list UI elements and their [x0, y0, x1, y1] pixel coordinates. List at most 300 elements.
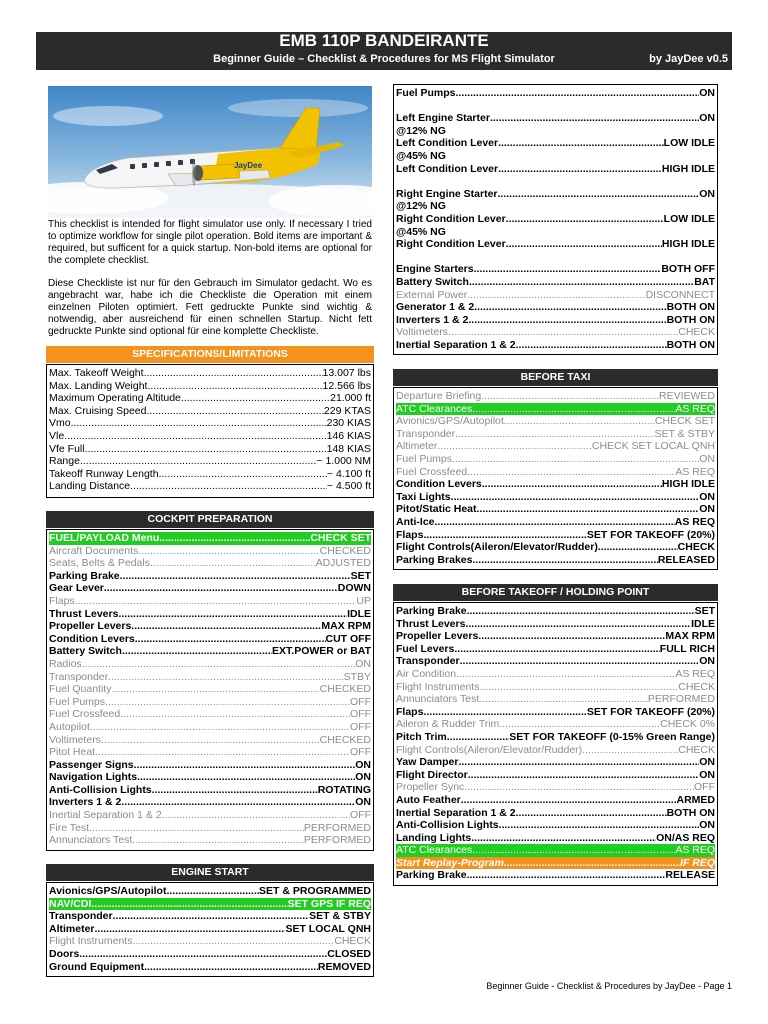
specs-list — [46, 364, 374, 498]
item-value: CLOSED — [327, 947, 371, 960]
before-takeoff-heading: BEFORE TAKEOFF / HOLDING POINT — [393, 584, 718, 601]
dot-leader — [469, 276, 694, 289]
checklist-item — [49, 443, 371, 456]
item-label: Avionics/GPS/Autopilot — [396, 415, 504, 428]
dot-leader — [437, 440, 591, 453]
item-label: Ground Equipment — [49, 960, 145, 973]
item-value: CHECK — [678, 743, 715, 756]
item-value: ON — [699, 503, 715, 516]
aircraft-photo — [48, 86, 372, 218]
engine-start-heading: ENGINE START — [46, 864, 374, 881]
document-subtitle: Beginner Guide – Checklist & Procedures for MS Flight Simulator — [213, 53, 555, 65]
item-value: BOTH ON — [666, 313, 715, 326]
checklist-item — [396, 188, 715, 201]
item-value: CHECK — [678, 326, 715, 339]
document-byline: by JayDee v0.5 — [649, 53, 728, 65]
checklist-item — [396, 731, 715, 744]
item-label: Left Condition Lever — [396, 162, 499, 175]
item-value: CHECKED — [319, 544, 371, 557]
dot-leader — [159, 532, 310, 545]
checklist-item — [396, 605, 715, 618]
item-value: BAT — [694, 275, 715, 288]
dot-leader — [144, 961, 318, 974]
checklist-item — [396, 301, 715, 314]
checklist-item — [49, 948, 371, 961]
item-label: Flight Controls(Aileron/Elevator/Rudder) — [396, 541, 598, 554]
dot-leader — [477, 503, 700, 516]
dot-leader — [181, 392, 330, 405]
item-label: Anti-Collision Lights — [396, 819, 499, 832]
item-value: AS REQ — [675, 667, 715, 680]
item-label: Radios — [49, 657, 82, 670]
livery-text: JayDee — [234, 161, 263, 170]
dot-leader — [467, 466, 675, 479]
checklist-item — [396, 326, 715, 339]
item-value: AS REQ — [674, 515, 715, 528]
item-label: Battery Switch — [396, 275, 469, 288]
item-label: Parking Brake — [396, 605, 467, 617]
item-label: Air Condition — [396, 667, 457, 680]
item-value: HIGH IDLE — [661, 478, 715, 491]
checklist-item — [49, 570, 371, 583]
checklist-item — [49, 910, 371, 923]
engine-start-list — [46, 882, 374, 977]
dot-leader — [479, 681, 678, 694]
item-label: Pitch Trim — [396, 730, 447, 743]
item-value: ARMED — [676, 793, 715, 806]
checklist-item — [49, 923, 371, 936]
dot-leader — [137, 771, 355, 784]
item-value: CHECKED — [319, 683, 371, 696]
dot-leader — [135, 633, 326, 646]
dot-leader — [467, 605, 695, 618]
item-value: SET LOCAL QNH — [285, 922, 371, 935]
dot-leader — [499, 718, 660, 731]
dot-leader — [75, 595, 357, 608]
dot-leader — [95, 923, 286, 936]
checklist-item — [396, 491, 715, 504]
checklist-item — [396, 440, 715, 453]
item-label: Engine Starters — [396, 263, 474, 276]
dot-leader — [152, 784, 318, 797]
item-value: 230 KIAS — [326, 417, 371, 430]
dot-leader — [458, 756, 699, 769]
item-label: @12% NG — [396, 124, 446, 137]
checklist-item — [396, 137, 715, 150]
checklist-item — [396, 466, 715, 479]
dot-leader — [506, 238, 662, 251]
item-value: LOW IDLE — [663, 212, 715, 225]
item-label: Maximum Operating Altitude — [49, 392, 181, 405]
item-value: CUT OFF — [325, 632, 371, 645]
checklist-item — [396, 403, 715, 416]
dot-leader — [131, 620, 321, 633]
dot-leader — [456, 87, 700, 100]
checklist-item — [49, 468, 371, 481]
item-value: AS REQ — [675, 844, 715, 857]
item-value: IDLE — [691, 617, 715, 630]
item-label: Autopilot — [49, 720, 90, 733]
item-value: SET & STBY — [654, 427, 715, 440]
dot-leader — [467, 289, 645, 302]
item-value: BOTH ON — [666, 806, 715, 819]
checklist-item — [396, 832, 715, 845]
dot-leader — [122, 645, 272, 658]
checklist-item — [396, 263, 715, 276]
item-label: Flaps — [396, 528, 424, 541]
item-value: CHECK — [678, 680, 715, 693]
checklist-item — [396, 276, 715, 289]
dot-leader — [504, 857, 680, 870]
item-value: SET — [694, 605, 715, 617]
dot-leader — [79, 948, 327, 961]
dot-leader — [118, 608, 347, 621]
item-value: 13.007 lbs — [322, 367, 371, 379]
item-value: CHECK — [677, 541, 715, 554]
dot-leader — [498, 137, 664, 150]
checklist-item — [396, 213, 715, 226]
item-value: UP — [356, 594, 371, 607]
dot-leader — [144, 367, 323, 380]
item-value: SET — [350, 569, 371, 582]
dot-leader — [498, 163, 662, 176]
checklist-item — [49, 708, 371, 721]
item-label: Passenger Signs — [49, 758, 134, 771]
item-label: NAV/CDI — [49, 897, 92, 910]
item-value: RELEASED — [657, 553, 715, 566]
item-label: Pitot Heat — [49, 746, 96, 759]
dot-leader — [499, 819, 700, 832]
item-label: Left Condition Lever — [396, 137, 499, 150]
dot-leader — [490, 112, 699, 125]
checklist-item — [396, 415, 715, 428]
document-title: EMB 110P BANDEIRANTE — [279, 31, 489, 50]
checklist-item — [396, 869, 715, 882]
dot-leader — [471, 832, 656, 845]
item-value: ON — [699, 655, 715, 668]
checklist-item — [396, 453, 715, 466]
checklist-item — [49, 480, 371, 493]
item-label: Parking Brake — [49, 569, 120, 582]
item-label: Max. Takeoff Weight — [49, 367, 144, 379]
item-label: Altimeter — [49, 922, 95, 935]
dot-leader — [132, 935, 334, 948]
item-value: BOTH ON — [666, 338, 715, 351]
item-label: @45% NG — [396, 225, 446, 238]
item-value: ~ 4.100 ft — [326, 467, 371, 480]
item-value: LOW IDLE — [663, 137, 715, 150]
item-value: BOTH OFF — [661, 263, 715, 276]
checklist-item — [49, 380, 371, 393]
item-value: PERFORMED — [303, 834, 371, 847]
item-value: STBY — [343, 670, 371, 683]
item-label: Fuel Crossfeed — [396, 465, 468, 478]
dot-leader — [455, 428, 654, 441]
item-label: Left Engine Starter — [396, 112, 490, 125]
item-value: CHECKED — [319, 733, 371, 746]
item-label: Vle — [49, 429, 65, 442]
item-label: Vmo — [49, 417, 71, 430]
item-value: ON — [699, 768, 715, 781]
checklist-item — [49, 746, 371, 759]
item-value: REVIEWED — [658, 390, 715, 402]
checklist-item — [396, 554, 715, 567]
item-value: BOTH ON — [666, 301, 715, 314]
checklist-item — [49, 796, 371, 809]
item-label: Departure Briefing — [396, 390, 482, 402]
item-value: ON — [355, 796, 371, 809]
checklist-item — [396, 163, 715, 176]
checklist-item — [49, 784, 371, 797]
item-value: ON — [699, 187, 715, 200]
item-value: SET FOR TAKEOFF (20%) — [586, 528, 715, 541]
dot-leader — [64, 430, 326, 443]
item-value: SET FOR TAKEOFF (0-15% Green Range) — [509, 730, 715, 743]
dot-leader — [101, 734, 320, 747]
dot-leader — [85, 443, 327, 456]
checklist-item — [396, 744, 715, 757]
dot-leader — [166, 885, 259, 898]
item-value: EXT.POWER or BAT — [272, 645, 371, 658]
checklist-item — [49, 834, 371, 847]
item-label: Flaps — [49, 594, 75, 607]
item-value: SET & PROGRAMMED — [258, 885, 371, 897]
dot-leader — [105, 696, 350, 709]
item-label: Anti-Collision Lights — [49, 783, 152, 796]
dot-leader — [146, 405, 323, 418]
item-label: Navigation Lights — [49, 771, 138, 784]
item-label: FUEL/PAYLOAD Menu — [49, 532, 160, 544]
item-label: Transponder — [49, 910, 113, 923]
item-value: OFF — [694, 781, 715, 794]
checklist-item — [49, 620, 371, 633]
item-label: Parking Brakes — [396, 553, 473, 566]
specs-heading: SPECIFICATIONS/LIMITATIONS — [46, 346, 374, 363]
checklist-item — [49, 885, 371, 898]
item-value: 146 KIAS — [326, 429, 371, 442]
item-value: OFF — [350, 695, 371, 708]
dot-leader — [474, 301, 666, 314]
checklist-item — [49, 582, 371, 595]
dot-leader — [435, 516, 675, 529]
item-label: Fuel Pumps — [49, 695, 106, 708]
dot-leader — [452, 453, 699, 466]
dot-leader — [150, 557, 316, 570]
dot-leader — [461, 794, 677, 807]
item-value: AS REQ — [675, 465, 715, 478]
item-label: Fuel Quantity — [49, 683, 112, 696]
checklist-item — [49, 430, 371, 443]
item-label: Annunciators Test — [396, 693, 480, 706]
item-value: RELEASE — [665, 869, 715, 882]
dot-leader — [468, 314, 666, 327]
dot-leader — [516, 807, 667, 820]
dot-leader — [472, 554, 657, 567]
item-label: Altimeter — [396, 440, 438, 453]
item-label: Propeller Levers — [396, 630, 479, 643]
cockpit-prep-heading: COCKPIT PREPARATION — [46, 511, 374, 528]
dot-leader — [108, 671, 343, 684]
checklist-item — [49, 455, 371, 468]
item-label: Parking Brake — [396, 869, 467, 882]
engine-start-continued-list — [393, 84, 718, 355]
checklist-item — [49, 935, 371, 948]
item-value: CHECK SET — [654, 415, 715, 428]
dot-leader — [448, 326, 678, 339]
item-label: Condition Levers — [49, 632, 135, 645]
item-label: Max. Cruising Speed — [49, 404, 147, 417]
checklist-item — [49, 608, 371, 621]
item-label: Transponder — [396, 655, 460, 668]
item-value: CHECK SET — [310, 532, 371, 544]
dot-leader — [132, 834, 304, 847]
checklist-item — [49, 557, 371, 570]
item-label: ATC Clearances — [396, 402, 473, 415]
checklist-item — [396, 289, 715, 302]
item-label: Fuel Pumps — [396, 452, 453, 465]
item-value: IDLE — [347, 607, 371, 620]
dot-leader — [130, 480, 327, 493]
item-label: Landing Distance — [49, 480, 131, 493]
checklist-item — [49, 898, 371, 911]
dot-leader — [120, 570, 351, 583]
item-label: Start Replay-Program — [396, 856, 504, 869]
before-taxi-heading: BEFORE TAXI — [393, 369, 718, 386]
checklist-item — [396, 857, 715, 870]
item-label: Seats, Belts & Pedals — [49, 557, 150, 570]
item-label: Range — [49, 455, 80, 468]
checklist-item — [396, 150, 715, 163]
dot-leader — [111, 683, 319, 696]
item-label: Gear Lever — [49, 582, 104, 595]
item-label: Condition Levers — [396, 478, 482, 491]
checklist-item — [396, 541, 715, 554]
item-label: Flaps — [396, 705, 424, 718]
dot-leader — [95, 746, 350, 759]
item-value: ADJUSTED — [315, 557, 371, 570]
checklist-item — [49, 822, 371, 835]
item-label: Pitot/Static Heat — [396, 503, 477, 516]
item-label: Fuel Levers — [396, 642, 455, 655]
item-value: OFF — [350, 746, 371, 759]
spacer — [396, 251, 715, 264]
item-value: CHECK 0% — [660, 718, 715, 731]
item-label: Transponder — [49, 670, 109, 683]
item-value: OFF — [350, 720, 371, 733]
item-label: ATC Clearances — [396, 844, 473, 857]
checklist-item — [396, 226, 715, 239]
dot-leader — [423, 706, 586, 719]
dot-leader — [121, 796, 355, 809]
checklist-item — [396, 238, 715, 251]
checklist-item — [396, 643, 715, 656]
checklist-item — [396, 844, 715, 857]
item-value: ON — [355, 657, 371, 670]
dot-leader — [134, 759, 356, 772]
checklist-item — [396, 807, 715, 820]
header-banner — [36, 32, 732, 70]
item-label: Flight Instruments — [396, 680, 480, 693]
item-label: Thrust Levers — [396, 617, 466, 630]
checklist-item — [49, 734, 371, 747]
checklist-item — [49, 721, 371, 734]
checklist-item — [49, 809, 371, 822]
item-label: Aileron & Rudder Trim — [396, 718, 500, 731]
checklist-item — [49, 633, 371, 646]
dot-leader — [447, 731, 509, 744]
page-footer: Beginner Guide - Checklist & Procedures by JayDee - Page 1 — [486, 981, 732, 991]
checklist-item — [396, 112, 715, 125]
checklist-item — [396, 428, 715, 441]
checklist-item — [396, 390, 715, 403]
item-value: 12.566 lbs — [322, 379, 371, 392]
checklist-item — [396, 618, 715, 631]
item-value: CHECK — [334, 935, 371, 948]
dot-leader — [460, 655, 700, 668]
checklist-item — [396, 503, 715, 516]
checklist-item — [49, 671, 371, 684]
dot-leader — [506, 213, 664, 226]
item-value: IF REQ — [679, 856, 715, 869]
item-value: ON — [699, 756, 715, 769]
item-value: REMOVED — [317, 960, 371, 973]
dot-leader — [467, 869, 666, 882]
checklist-item — [49, 367, 371, 380]
checklist-item — [396, 314, 715, 327]
dot-leader — [82, 658, 356, 671]
item-value: HIGH IDLE — [661, 238, 715, 251]
item-value: MAX RPM — [321, 620, 371, 633]
cockpit-prep-list — [46, 529, 374, 851]
checklist-item — [396, 794, 715, 807]
dot-leader — [474, 263, 662, 276]
item-label: Takeoff Runway Length — [49, 467, 159, 480]
item-label: Aircraft Documents — [49, 544, 139, 557]
item-label: Voltimeters — [396, 326, 448, 339]
dot-leader — [482, 478, 662, 491]
item-value: 21.000 ft — [330, 392, 371, 405]
item-label: Right Condition Lever — [396, 212, 506, 225]
item-value: ON — [699, 819, 715, 832]
item-label: Inverters 1 & 2 — [49, 796, 122, 809]
item-value: ON — [699, 112, 715, 125]
dot-leader — [472, 403, 675, 416]
checklist-item — [396, 681, 715, 694]
checklist-item — [49, 595, 371, 608]
spacer — [396, 175, 715, 188]
item-label: Right Condition Lever — [396, 238, 506, 251]
dot-leader — [468, 769, 699, 782]
item-value: 229 KTAS — [323, 404, 371, 417]
dot-leader — [71, 417, 327, 430]
dot-leader — [138, 545, 319, 558]
checklist-item — [49, 645, 371, 658]
checklist-item — [49, 392, 371, 405]
item-value: PERFORMED — [303, 821, 371, 834]
item-label: Fuel Crossfeed — [49, 708, 121, 721]
item-label: Fuel Pumps — [396, 87, 456, 99]
item-value: MAX RPM — [665, 630, 715, 643]
item-label: Inverters 1 & 2 — [396, 313, 469, 326]
item-value: OFF — [350, 809, 371, 822]
dot-leader — [479, 693, 648, 706]
item-label: Anti-Ice — [396, 515, 435, 528]
dot-leader — [159, 468, 327, 481]
item-value: PERFORMED — [647, 693, 715, 706]
item-label: External Power — [396, 288, 468, 301]
item-label: Flight Controls(Aileron/Elevator/Rudder) — [396, 743, 583, 756]
dot-leader — [456, 668, 675, 681]
